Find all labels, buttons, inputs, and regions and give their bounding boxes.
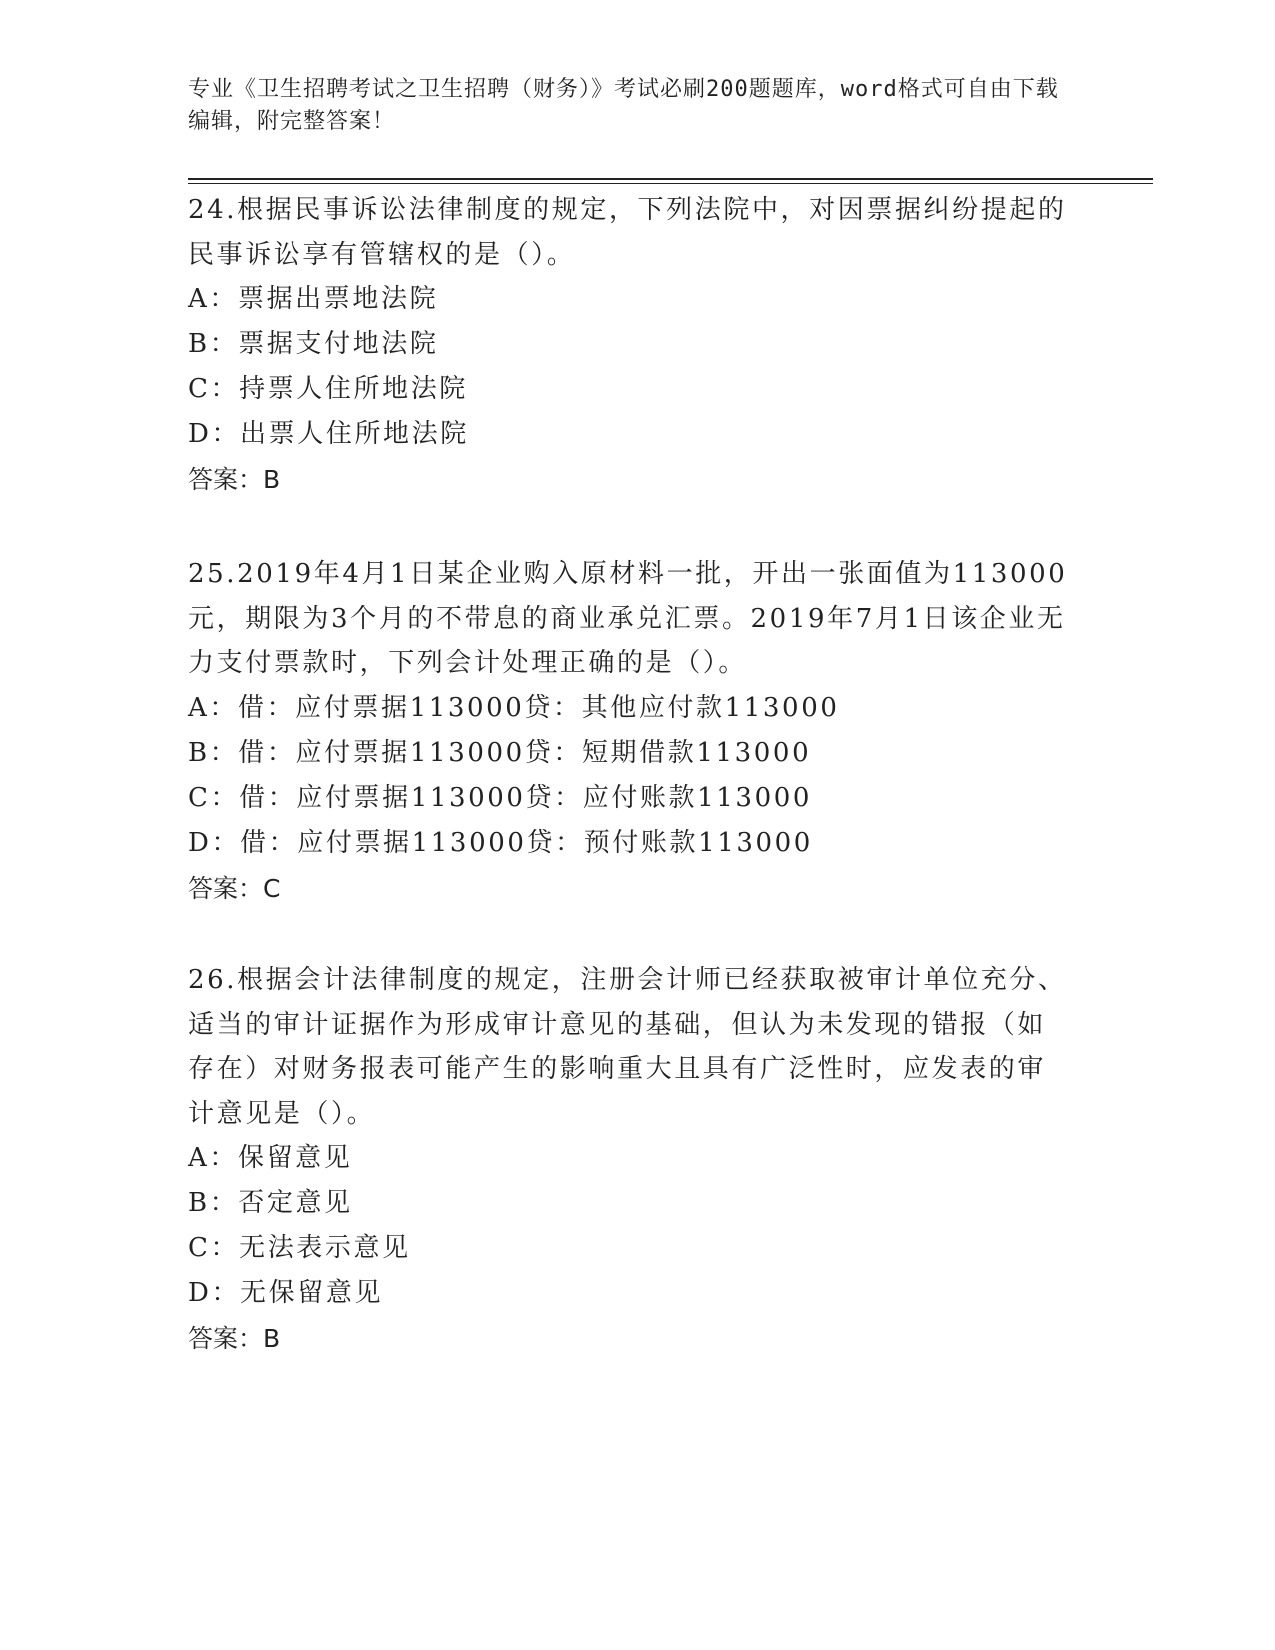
question-stem: 26.根据会计法律制度的规定，注册会计师已经获取被审计单位充分、适当的审计证据作为形成审计意见的基础，但认为未发现的错报（如存在）对财务报表可能产生的影响重大且具有广泛性时，应发表的审计意见是（）。: [188, 965, 1067, 1129]
question-24: [188, 188, 1068, 502]
document-header: [188, 74, 1068, 138]
option-b: B：借：应付票据113000贷：短期借款113000: [188, 737, 812, 768]
option-d: D：无保留意见: [188, 1278, 384, 1308]
answer-line: 答案：C: [188, 873, 281, 903]
option-b: B：否定意见: [188, 1188, 353, 1218]
header-divider-thin: [188, 183, 1153, 184]
question-25: [188, 552, 1068, 911]
option-a: A：借：应付票据113000贷：其他应付款113000: [188, 692, 840, 723]
option-d: D：出票人住所地法院: [188, 419, 469, 449]
option-c: C：无法表示意见: [188, 1233, 411, 1263]
option-a: A：保留意见: [188, 1143, 353, 1173]
answer-line: 答案：B: [188, 465, 281, 494]
question-stem: 25.2019年4月1日某企业购入原材料一批，开出一张面值为113000元，期限为3个月的不带息的商业承兑汇票。2019年7月1日该企业无力支付票款时，下列会计处理正确的是（）。: [188, 559, 1068, 678]
header-text: 专业《卫生招聘考试之卫生招聘（财务）》考试必刷200题题库，word格式可自由下载编辑，附完整答案！: [188, 77, 1059, 134]
question-stem: 24.根据民事诉讼法律制度的规定，下列法院中，对因票据纠纷提起的民事诉讼享有管辖权的是（）。: [188, 195, 1067, 270]
header-divider: [188, 178, 1153, 180]
option-a: A：票据出票地法院: [188, 284, 439, 314]
option-c: C：持票人住所地法院: [188, 374, 468, 404]
question-26: [188, 958, 1068, 1361]
answer-line: 答案：B: [188, 1324, 281, 1353]
option-b: B：票据支付地法院: [188, 329, 439, 359]
option-d: D：借：应付票据113000贷：预付账款113000: [188, 827, 813, 858]
option-c: C：借：应付票据113000贷：应付账款113000: [188, 782, 812, 813]
